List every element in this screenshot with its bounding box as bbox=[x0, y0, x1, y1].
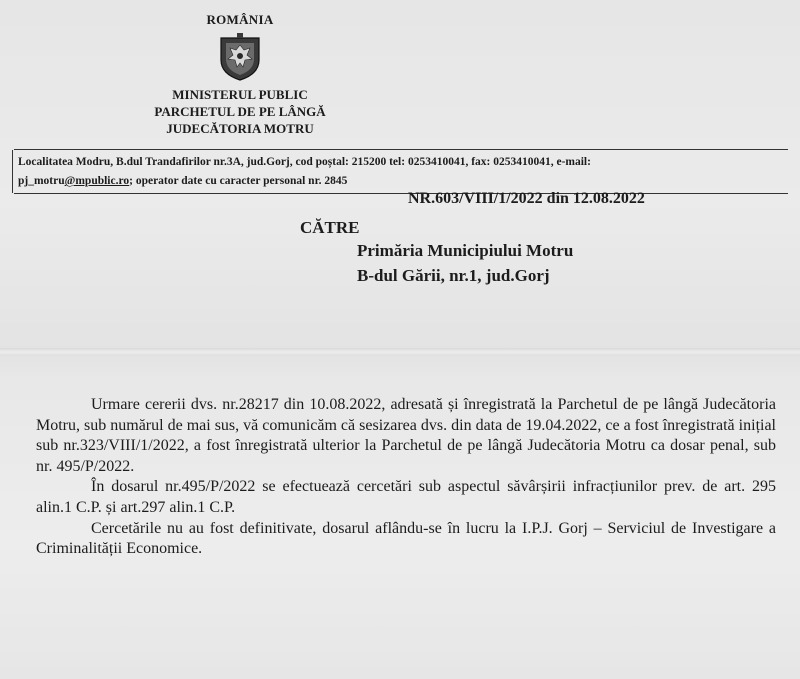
institution-line-3: JUDECĂTORIA MOTRU bbox=[166, 121, 314, 136]
email-user: pj_motru bbox=[18, 175, 65, 187]
country-name: ROMÂNIA bbox=[206, 12, 274, 27]
paper-fold bbox=[0, 348, 800, 356]
coat-of-arms-icon bbox=[217, 32, 263, 82]
operator-info: ; operator date cu caracter personal nr. 2845 bbox=[129, 175, 348, 187]
recipient-name: Primăria Municipiului Motru bbox=[357, 241, 574, 260]
letter-body bbox=[36, 395, 776, 560]
contact-line-2 bbox=[18, 172, 788, 191]
recipient-label: CĂTRE bbox=[300, 218, 360, 237]
body-paragraph-1: Urmare cererii dvs. nr.28217 din 10.08.2022, adresată și înregistrată la Parchetul de pe lângă Judecătoria Motru, sub numărul de mai sus, vă comunicăm că sesizarea dvs. din data de 19.04.2022, ce a fost înregistrată inițial sub nr.323/VIII/1/2022, a fost înregistrată ulterior la Parchetul de pe lângă Judecătoria Motru ca dosar penal, sub nr. 495/P/2022. bbox=[36, 396, 776, 475]
body-paragraph-3: Cercetările nu au fost definitivate, dosarul aflându-se în lucru la I.P.J. Gorj – Serviciul de Investigare a Criminalității Economice. bbox=[36, 519, 776, 558]
contact-line-1: Localitatea Modru, B.dul Trandafirilor nr.3A, jud.Gorj, cod poștal: 215200 tel: 0253410041, fax: 0253410041, e-mail: bbox=[18, 156, 591, 168]
email-domain-link[interactable]: @mpublic.ro bbox=[64, 175, 130, 187]
recipient-address: B-dul Gării, nr.1, jud.Gorj bbox=[357, 266, 550, 285]
registration-number: NR.603/VIII/1/2022 din 12.08.2022 bbox=[408, 190, 645, 207]
body-paragraph-2: În dosarul nr.495/P/2022 se efectuează cercetări sub aspectul săvârșirii infracțiunilor prev. de art. 295 alin.1 C.P. și art.297 alin.1 C.P. bbox=[36, 478, 776, 516]
institution-line-1: MINISTERUL PUBLIC bbox=[172, 87, 308, 102]
letterhead bbox=[120, 12, 360, 137]
institution-line-2: PARCHETUL DE PE LÂNGĂ bbox=[154, 104, 326, 119]
contact-box bbox=[14, 149, 788, 194]
recipient-block bbox=[357, 238, 573, 288]
